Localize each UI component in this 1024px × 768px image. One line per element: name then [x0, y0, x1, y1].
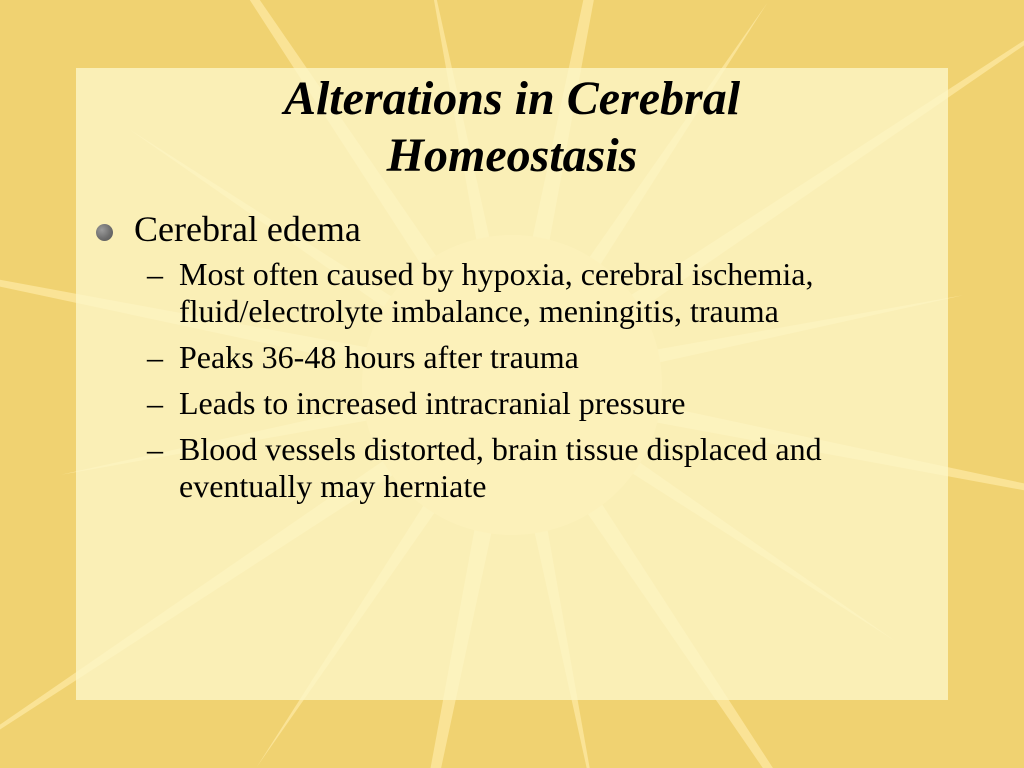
dash-marker: – — [147, 431, 163, 467]
title-line-1: Alterations in Cerebral — [283, 72, 741, 125]
bullet-text: Cerebral edema — [134, 209, 361, 249]
bullet-item — [96, 206, 936, 252]
dash-marker: – — [147, 385, 163, 421]
sub-bullet-text: Peaks 36-48 hours after trauma — [179, 339, 579, 375]
sub-bullet-text: Most often caused by hypoxia, cerebral ischemia, fluid/electrolyte imbalance, meningitis, trauma — [179, 256, 814, 329]
sub-bullet-item — [96, 385, 936, 422]
sub-bullet-item — [96, 339, 936, 376]
dash-marker: – — [147, 339, 163, 375]
sub-bullet-text: Leads to increased intracranial pressure — [179, 385, 686, 421]
slide-body — [96, 206, 936, 514]
sub-bullet-item — [96, 431, 936, 505]
bullet-dot-icon — [96, 224, 113, 241]
sub-bullet-item — [96, 256, 936, 330]
dash-marker: – — [147, 256, 163, 292]
sub-bullet-text: Blood vessels distorted, brain tissue displaced and eventually may herniate — [179, 431, 822, 504]
title-line-2: Homeostasis — [386, 129, 638, 182]
slide-title — [76, 70, 948, 184]
